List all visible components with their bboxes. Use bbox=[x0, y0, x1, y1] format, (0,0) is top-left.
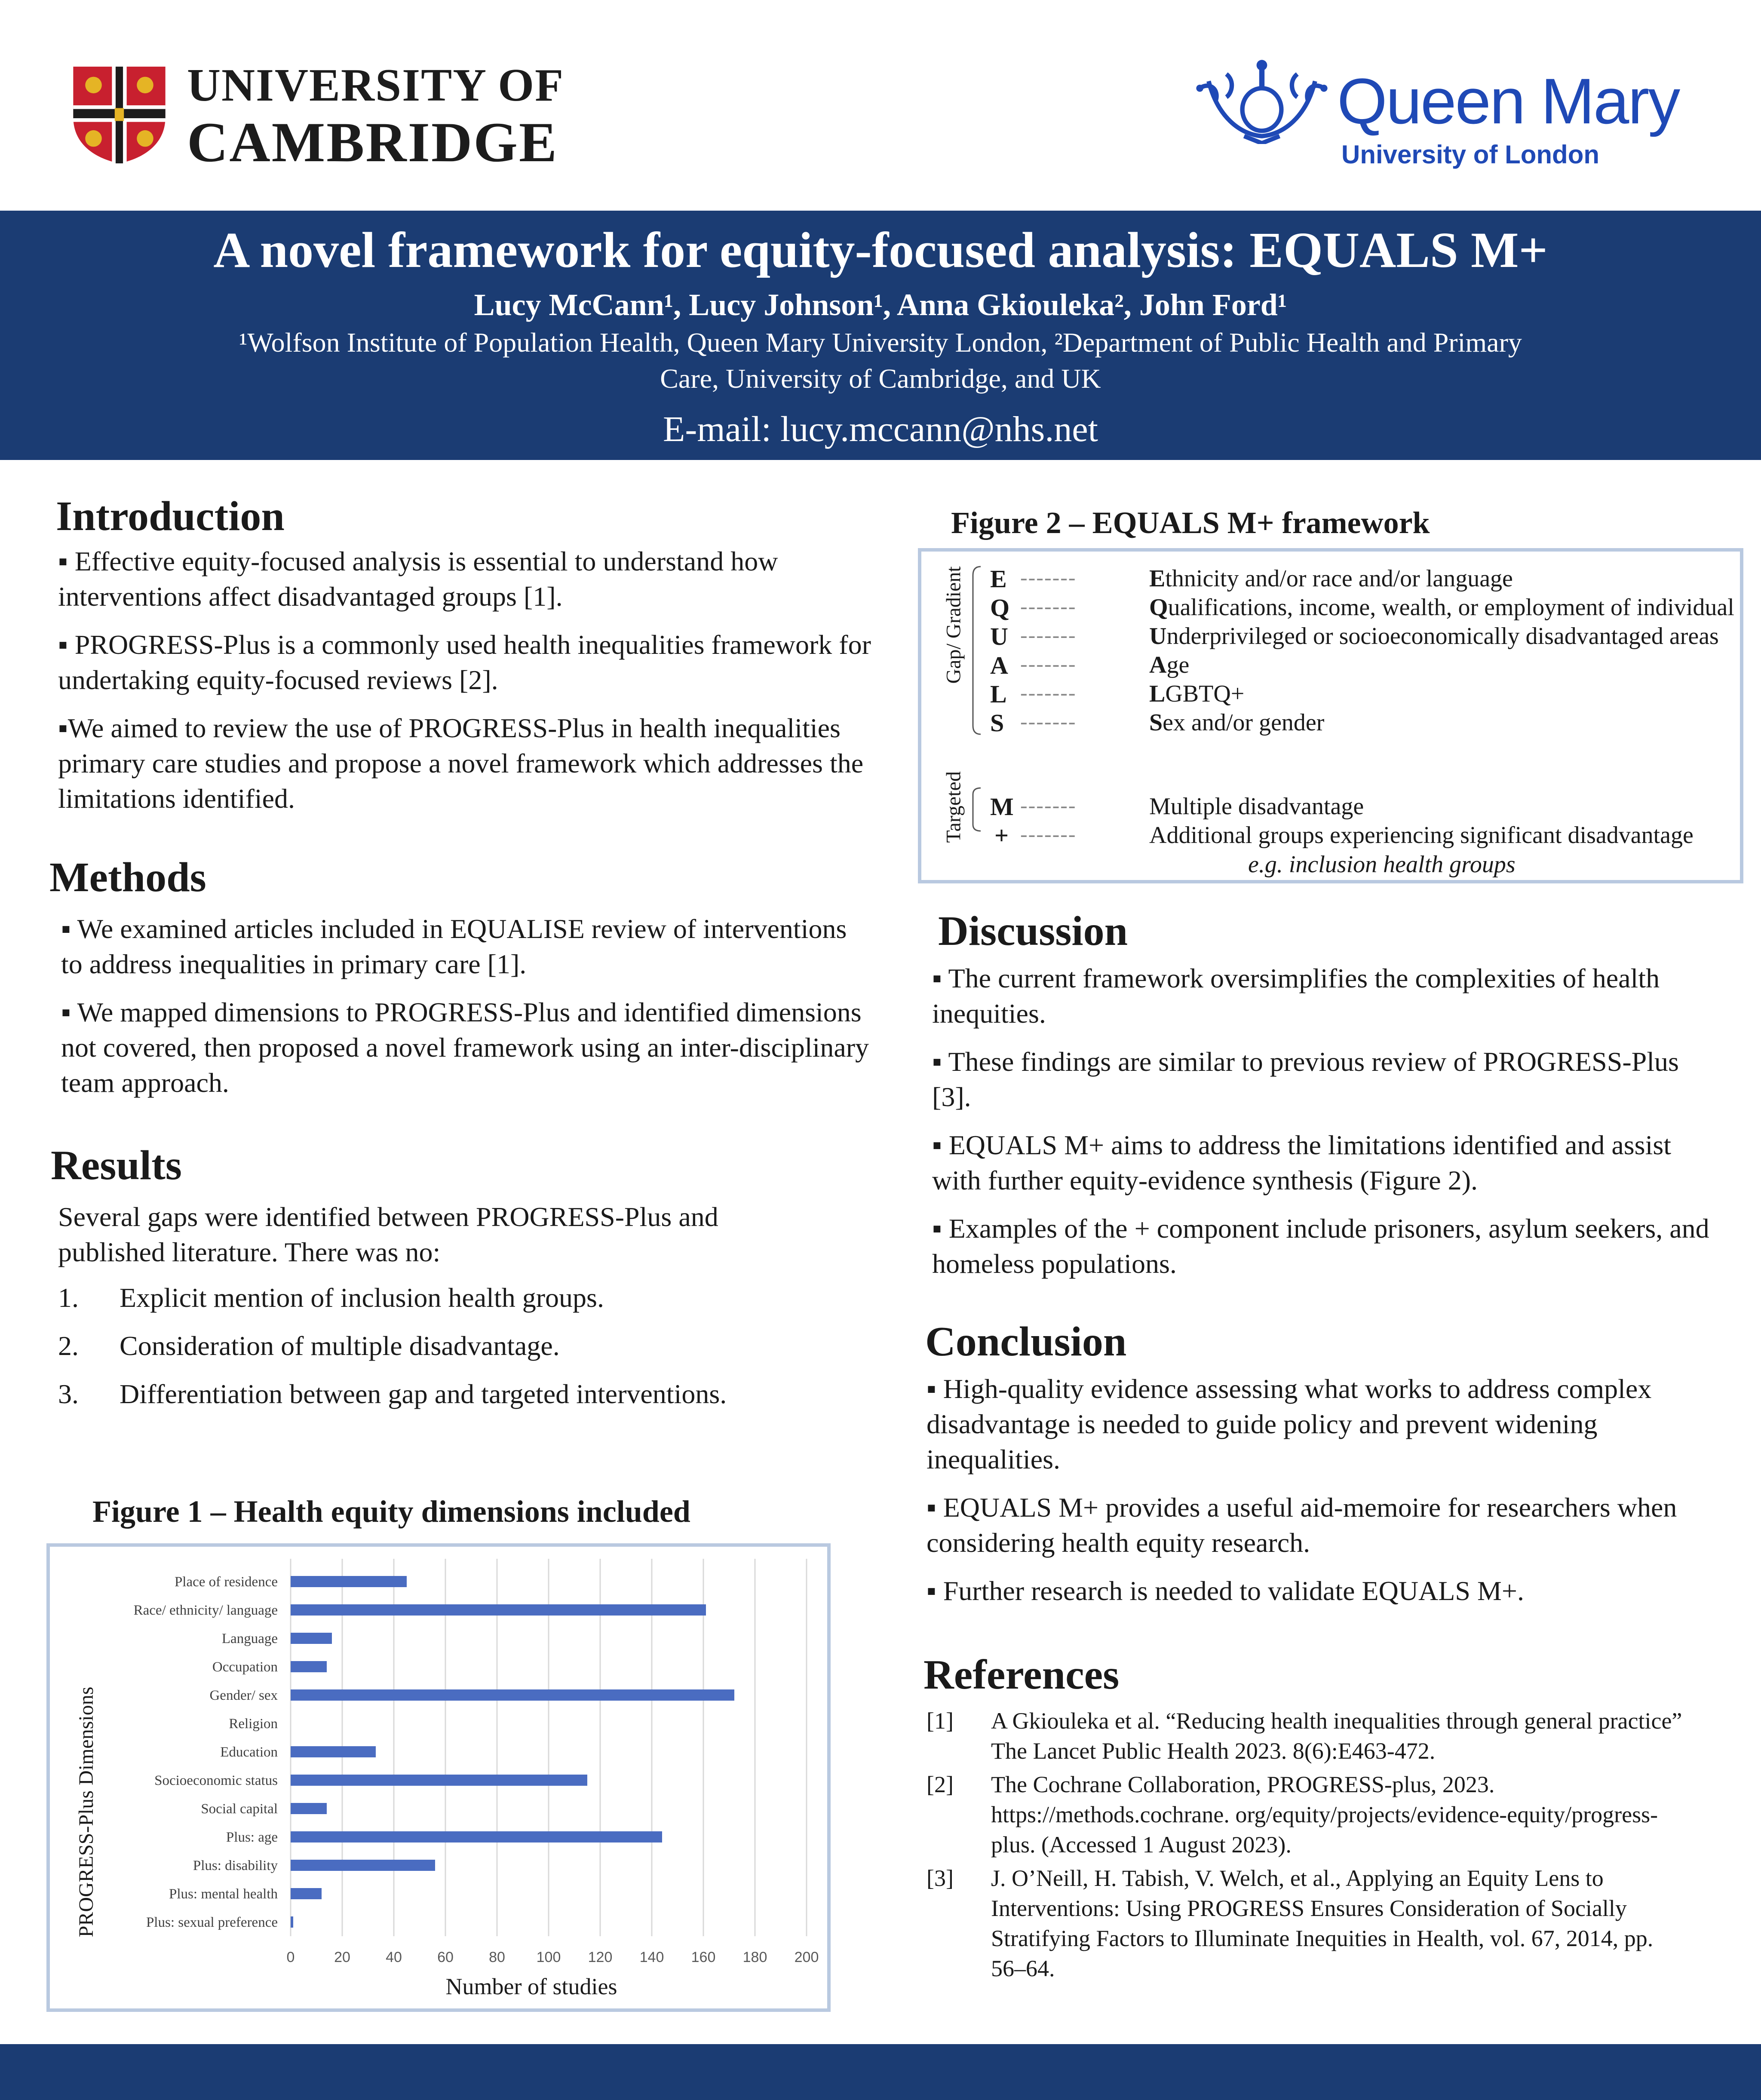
list-item bbox=[58, 1376, 832, 1412]
x-tick-label: 120 bbox=[588, 1949, 613, 1965]
reference-number: [2] bbox=[927, 1772, 954, 1797]
introduction-bullet: ▪ Effective equity-focused analysis is essential to understand how interventions affect disadvantaged groups [1]. bbox=[58, 546, 778, 612]
footer-band bbox=[0, 2044, 1761, 2100]
framework-letter: A bbox=[990, 651, 1008, 679]
framework-text bbox=[1149, 624, 1719, 648]
references-heading: References bbox=[923, 1652, 1120, 1698]
framework-text bbox=[1149, 653, 1189, 677]
framework-text: Additional groups experiencing significant disadvantage bbox=[1149, 822, 1694, 849]
framework-dash: ------- bbox=[1020, 709, 1077, 733]
discussion-bullet: ▪ EQUALS M+ aims to address the limitations identified and assist with further equity-evidence synthesis (Figure 2). bbox=[932, 1130, 1672, 1196]
cambridge-wordmark-line2: CAMBRIDGE bbox=[187, 110, 558, 174]
introduction-bullet: ▪ PROGRESS-Plus is a commonly used health inequalities framework for undertaking equity-focused reviews [2]. bbox=[58, 629, 871, 695]
health-dimensions-bar-chart bbox=[50, 1547, 827, 2008]
conclusion-bullet: ▪ Further research is needed to validate EQUALS M+. bbox=[927, 1576, 1524, 1606]
results-intro: Several gaps were identified between PROGRESS-Plus and published literature. There was no: bbox=[58, 1202, 718, 1267]
queen-mary-subtitle: University of London bbox=[1341, 140, 1599, 169]
framework-letter: Q bbox=[990, 594, 1010, 622]
framework-dash: ------- bbox=[1020, 565, 1077, 589]
framework-letter: L bbox=[990, 680, 1007, 708]
framework-text bbox=[1149, 567, 1513, 591]
framework-rest: GBTQ+ bbox=[1165, 681, 1245, 707]
list-text: Explicit mention of inclusion health groups. bbox=[120, 1282, 604, 1313]
framework-letter: + bbox=[994, 822, 1009, 849]
figure1-title: Figure 1 – Health equity dimensions included bbox=[92, 1494, 690, 1529]
conclusion-bullet: ▪ EQUALS M+ provides a useful aid-memoire for researchers when considering health equity research. bbox=[927, 1492, 1677, 1558]
reference-text: A Gkiouleka et al. “Reducing health inequalities through general practice” The Lancet Public Health 2023. 8(6):E463-472. bbox=[991, 1708, 1682, 1764]
category-label: Language bbox=[221, 1631, 278, 1646]
framework-initial: U bbox=[1149, 623, 1167, 650]
introduction-bullet: ▪We aimed to review the use of PROGRESS-Plus in health inequalities primary care studies and propose a novel framework which addresses the limitations identified. bbox=[58, 713, 864, 814]
framework-text bbox=[1149, 682, 1244, 706]
gap-gradient-label: Gap/ Gradient bbox=[942, 566, 965, 684]
framework-dash: ------- bbox=[1020, 793, 1077, 817]
framework-rest: ex and/or gender bbox=[1163, 709, 1325, 736]
x-tick-label: 100 bbox=[536, 1949, 561, 1965]
framework-initial: Q bbox=[1149, 594, 1168, 621]
x-tick-label: 60 bbox=[437, 1949, 454, 1965]
list-number: 3. bbox=[58, 1379, 79, 1409]
framework-text bbox=[1149, 711, 1324, 735]
list-number: 1. bbox=[58, 1282, 79, 1313]
conclusion-body bbox=[927, 1371, 1713, 1622]
list-item bbox=[58, 1280, 832, 1315]
x-tick-label: 160 bbox=[691, 1949, 716, 1965]
affiliation-line-1: ¹Wolfson Institute of Population Health, Queen Mary University London, ²Department of Public Health and Primary bbox=[239, 327, 1522, 358]
queen-mary-logo bbox=[1191, 52, 1707, 176]
category-label: Gender/ sex bbox=[209, 1688, 278, 1703]
bar bbox=[291, 1916, 293, 1928]
methods-bullet: ▪ We examined articles included in EQUALISE review of interventions to address inequalities in primary care [1]. bbox=[61, 914, 847, 979]
figure1-chart-box bbox=[46, 1543, 831, 2012]
category-label: Plus: sexual preference bbox=[146, 1915, 278, 1930]
category-label: Plus: mental health bbox=[169, 1886, 278, 1902]
bar bbox=[291, 1746, 376, 1757]
framework-letter: U bbox=[990, 622, 1008, 650]
bar bbox=[291, 1831, 662, 1842]
references-list bbox=[927, 1706, 1692, 1987]
poster-title: A novel framework for equity-focused analysis: EQUALS M+ bbox=[213, 222, 1548, 278]
targeted-label: Targeted bbox=[942, 771, 965, 843]
reference-item bbox=[927, 1706, 1692, 1766]
x-axis-title: Number of studies bbox=[445, 1974, 617, 1999]
bar bbox=[291, 1661, 327, 1672]
framework-rest: thnicity and/or race and/or language bbox=[1165, 565, 1513, 592]
x-tick-label: 140 bbox=[639, 1949, 664, 1965]
discussion-bullet: ▪ These findings are similar to previous review of PROGRESS-Plus [3]. bbox=[932, 1046, 1679, 1112]
list-item bbox=[58, 1328, 832, 1364]
conclusion-heading: Conclusion bbox=[925, 1318, 1127, 1365]
category-label: Place of residence bbox=[174, 1574, 278, 1590]
framework-dash: ------- bbox=[1020, 594, 1077, 618]
queen-mary-crown-icon bbox=[1191, 54, 1333, 144]
reference-number: [3] bbox=[927, 1865, 954, 1891]
x-tick-label: 20 bbox=[334, 1949, 350, 1965]
discussion-bullet: ▪ The current framework oversimplifies the complexities of health inequities. bbox=[932, 963, 1660, 1029]
category-label: Education bbox=[220, 1744, 278, 1760]
category-label: Plus: age bbox=[226, 1830, 278, 1845]
results-heading: Results bbox=[51, 1142, 182, 1189]
category-label: Social capital bbox=[201, 1801, 278, 1817]
framework-letter: E bbox=[990, 565, 1007, 593]
gap-bracket-icon bbox=[969, 564, 986, 736]
framework-text: Multiple disadvantage bbox=[1149, 793, 1364, 820]
list-text: Differentiation between gap and targeted interventions. bbox=[120, 1379, 727, 1409]
x-tick-label: 40 bbox=[386, 1949, 402, 1965]
conclusion-bullet: ▪ High-quality evidence assessing what works to address complex disadvantage is needed to guide policy and prevent widening inequalities. bbox=[927, 1373, 1652, 1475]
targeted-bracket-icon bbox=[969, 786, 986, 833]
list-text: Consideration of multiple disadvantage. bbox=[120, 1331, 560, 1361]
x-tick-label: 180 bbox=[742, 1949, 767, 1965]
reference-item bbox=[927, 1863, 1692, 1984]
framework-initial: S bbox=[1149, 709, 1163, 736]
introduction-heading: Introduction bbox=[56, 493, 285, 540]
x-tick-label: 80 bbox=[489, 1949, 505, 1965]
discussion-bullet: ▪ Examples of the + component include prisoners, asylum seekers, and homeless populations. bbox=[932, 1213, 1709, 1279]
figure2-framework-box bbox=[918, 548, 1743, 883]
figure2-title: Figure 2 – EQUALS M+ framework bbox=[951, 506, 1430, 540]
results-list bbox=[58, 1280, 832, 1425]
framework-initial: A bbox=[1149, 652, 1167, 678]
queen-mary-wordmark: Queen Mary bbox=[1337, 65, 1679, 137]
methods-bullet: ▪ We mapped dimensions to PROGRESS-Plus and identified dimensions not covered, then proposed a novel framework using an inter-disciplinary team approach. bbox=[61, 997, 869, 1098]
cambridge-shield-icon bbox=[73, 67, 166, 163]
bar bbox=[291, 1888, 322, 1899]
framework-example: e.g. inclusion health groups bbox=[1248, 851, 1516, 878]
x-tick-label: 0 bbox=[286, 1949, 295, 1965]
framework-initial: L bbox=[1149, 681, 1166, 707]
framework-dash: ------- bbox=[1020, 822, 1077, 846]
reference-item bbox=[927, 1769, 1692, 1860]
authors: Lucy McCann¹, Lucy Johnson¹, Anna Gkiouleka², John Ford¹ bbox=[474, 288, 1287, 322]
bar bbox=[291, 1689, 734, 1701]
framework-rest: ualifications, income, wealth, or employment of individual bbox=[1168, 594, 1734, 621]
category-label: Socioeconomic status bbox=[154, 1773, 278, 1788]
framework-rest: ge bbox=[1166, 652, 1190, 678]
methods-body bbox=[61, 911, 869, 1113]
framework-dash: ------- bbox=[1020, 681, 1077, 705]
reference-text: J. O’Neill, H. Tabish, V. Welch, et al., Applying an Equity Lens to Interventions: Using PROGRESS Ensures Consideration of Socially Stratifying Factors to Illuminate Inequities in Health, vol. 67, 2014, pp. 56–64. bbox=[991, 1865, 1654, 1981]
framework-dash: ------- bbox=[1020, 623, 1077, 647]
list-number: 2. bbox=[58, 1331, 79, 1361]
framework-dash: ------- bbox=[1020, 652, 1077, 676]
y-axis-title: PROGRESS-Plus Dimensions bbox=[75, 1686, 98, 1938]
discussion-heading: Discussion bbox=[938, 908, 1128, 954]
category-label: Race/ ethnicity/ language bbox=[133, 1603, 278, 1618]
reference-number: [1] bbox=[927, 1708, 954, 1734]
x-tick-label: 200 bbox=[794, 1949, 819, 1965]
discussion-body bbox=[932, 961, 1723, 1294]
contact-email[interactable]: E-mail: lucy.mccann@nhs.net bbox=[663, 409, 1098, 449]
framework-initial: E bbox=[1149, 565, 1166, 592]
affiliation-line-2: Care, University of Cambridge, and UK bbox=[660, 363, 1101, 394]
introduction-body bbox=[58, 544, 875, 829]
bar bbox=[291, 1775, 587, 1786]
affiliations bbox=[107, 325, 1654, 397]
category-label: Religion bbox=[229, 1716, 278, 1732]
bar bbox=[291, 1803, 327, 1814]
framework-letter: M bbox=[990, 793, 1014, 821]
cambridge-logo bbox=[73, 60, 615, 174]
reference-text: The Cochrane Collaboration, PROGRESS-plus, 2023. https://methods.cochrane. org/equity/projects/evidence-equity/progress-plus. (Accessed 1 August 2023). bbox=[991, 1772, 1658, 1858]
framework-text bbox=[1149, 595, 1734, 619]
framework-rest: nderprivileged or socioeconomically disadvantaged areas bbox=[1166, 623, 1719, 650]
framework-letter: S bbox=[990, 709, 1004, 737]
methods-heading: Methods bbox=[49, 854, 206, 901]
bar bbox=[291, 1604, 706, 1616]
cambridge-wordmark-line1: UNIVERSITY OF bbox=[187, 60, 565, 111]
category-label: Plus: disability bbox=[193, 1858, 278, 1873]
category-label: Occupation bbox=[212, 1659, 278, 1675]
bar bbox=[291, 1860, 435, 1871]
bar bbox=[291, 1576, 407, 1587]
bar bbox=[291, 1633, 332, 1644]
